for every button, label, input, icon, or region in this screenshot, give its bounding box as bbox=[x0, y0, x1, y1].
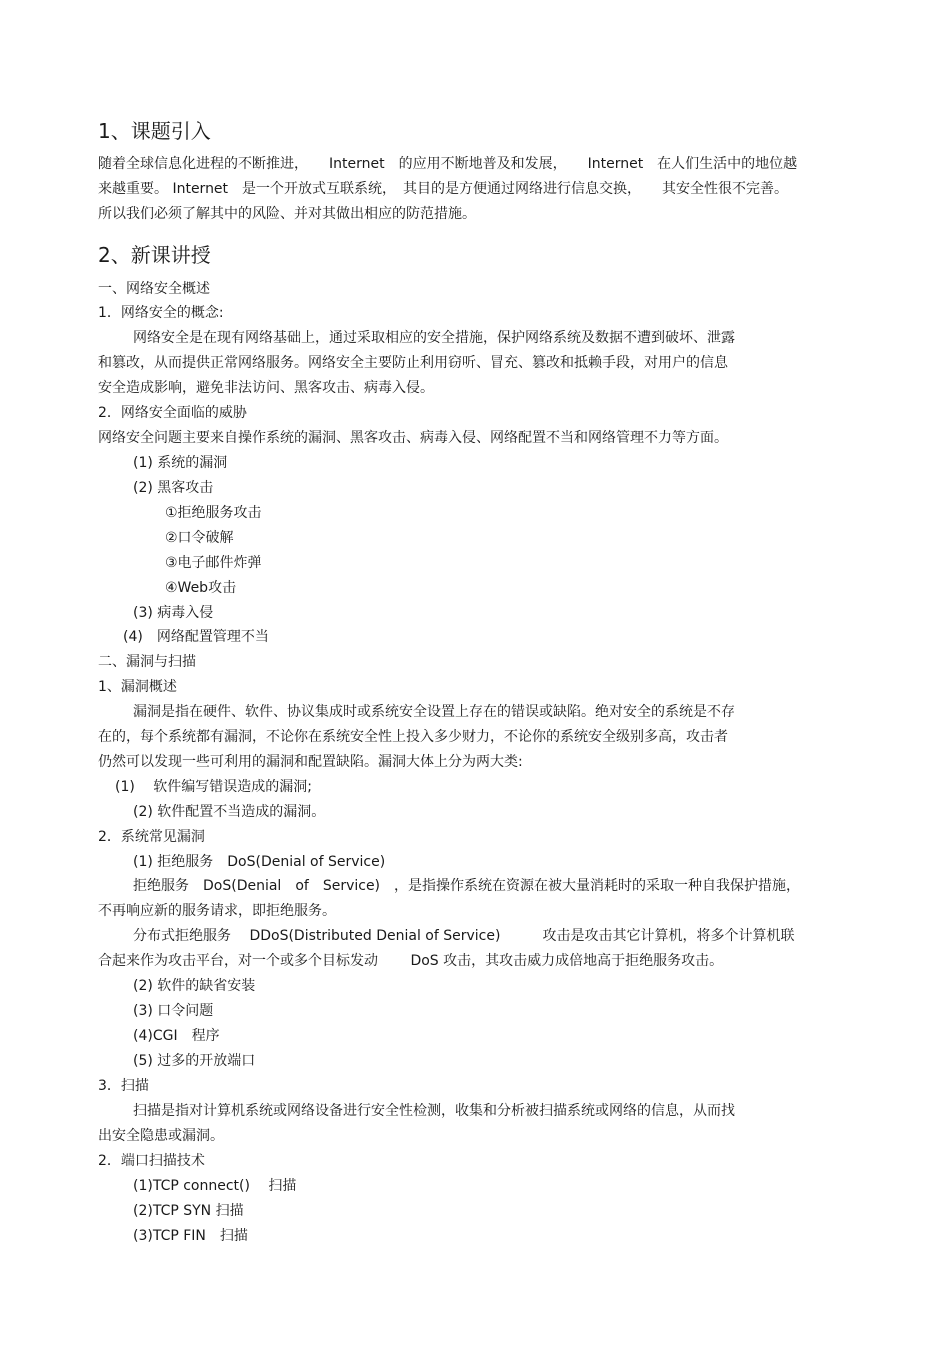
paragraph-line: 合起来作为攻击平台，对一个或多个目标发动 DoS 攻击，其攻击威力成倍地高于拒绝服务攻击。 bbox=[98, 953, 724, 969]
paragraph-line: 拒绝服务 DoS(Denial of Service) ，是指操作系统在资源在被大量消耗时的采取一种自我保护措施， bbox=[133, 878, 801, 894]
paragraph-line: 仍然可以发现一些可利用的漏洞和配置缺陷。漏洞大体上分为两大类: bbox=[98, 754, 523, 770]
list-item: (1) 系统的漏洞 bbox=[133, 455, 228, 471]
list-item: (5) 过多的开放端口 bbox=[133, 1053, 256, 1069]
list-item: (3) 病毒入侵 bbox=[133, 605, 214, 621]
list-item: (1)TCP connect() 扫描 bbox=[133, 1178, 297, 1194]
subsection-title: 一、网络安全概述 bbox=[98, 281, 210, 297]
sub-list-item: ①拒绝服务攻击 bbox=[165, 505, 262, 521]
item-title: 2．端口扫描技术 bbox=[98, 1153, 205, 1169]
intro-line-3: 所以我们必须了解其中的风险、并对其做出相应的防范措施。 bbox=[98, 206, 476, 222]
list-item: (3)TCP FIN 扫描 bbox=[133, 1228, 248, 1244]
list-item: (1) 软件编写错误造成的漏洞; bbox=[115, 779, 312, 795]
item-title: 2．网络安全面临的威胁 bbox=[98, 405, 247, 421]
list-item: (2) 软件配置不当造成的漏洞。 bbox=[133, 804, 326, 820]
paragraph-line: 漏洞是指在硬件、软件、协议集成时或系统安全设置上存在的错误或缺陷。绝对安全的系统是不存 bbox=[133, 704, 735, 720]
list-item: (4) 网络配置管理不当 bbox=[123, 629, 269, 645]
paragraph-line: 和篡改，从而提供正常网络服务。网络安全主要防止利用窃听、冒充、篡改和抵赖手段，对用户的信息 bbox=[98, 355, 728, 371]
sub-list-item: ④Web攻击 bbox=[165, 580, 237, 596]
sub-list-item: ③电子邮件炸弹 bbox=[165, 555, 262, 571]
paragraph-line: 网络安全问题主要来自操作系统的漏洞、黑客攻击、病毒入侵、网络配置不当和网络管理不力等方面。 bbox=[98, 430, 728, 446]
intro-line-1: 随着全球信息化进程的不断推进， Internet 的应用不断地普及和发展， Internet 在人们生活中的地位越 bbox=[98, 156, 798, 172]
paragraph-line: 不再响应新的服务请求，即拒绝服务。 bbox=[98, 903, 336, 919]
paragraph-line: 扫描是指对计算机系统或网络设备进行安全性检测，收集和分析被扫描系统或网络的信息，从而找 bbox=[133, 1103, 735, 1119]
list-item: (2)TCP SYN 扫描 bbox=[133, 1203, 244, 1219]
paragraph-line: 网络安全是在现有网络基础上，通过采取相应的安全措施，保护网络系统及数据不遭到破坏、泄露 bbox=[133, 330, 735, 346]
sub-list-item: ②口令破解 bbox=[165, 530, 234, 546]
section-heading-lecture: 2、新课讲授 bbox=[98, 243, 211, 267]
subsection-title: 二、漏洞与扫描 bbox=[98, 654, 196, 670]
list-item: (1) 拒绝服务 DoS(Denial of Service) bbox=[133, 854, 386, 870]
item-title: 3．扫描 bbox=[98, 1078, 149, 1094]
paragraph-line: 分布式拒绝服务 DDoS(Distributed Denial of Service) 攻击是攻击其它计算机，将多个计算机联 bbox=[133, 928, 795, 944]
list-item: (3) 口令问题 bbox=[133, 1003, 214, 1019]
item-title: 1、漏洞概述 bbox=[98, 679, 177, 695]
paragraph-line: 在的，每个系统都有漏洞，不论你在系统安全性上投入多少财力，不论你的系统安全级别多高，攻击者 bbox=[98, 729, 728, 745]
list-item: (4)CGI 程序 bbox=[133, 1028, 220, 1044]
item-title: 1．网络安全的概念: bbox=[98, 305, 224, 321]
paragraph-line: 出安全隐患或漏洞。 bbox=[98, 1128, 224, 1144]
intro-line-2: 来越重要。 Internet 是一个开放式互联系统， 其目的是方便通过网络进行信息交换， 其安全性很不完善。 bbox=[98, 181, 789, 197]
item-title: 2．系统常见漏洞 bbox=[98, 829, 205, 845]
paragraph-line: 安全造成影响，避免非法访问、黑客攻击、病毒入侵。 bbox=[98, 380, 434, 396]
list-item: (2) 软件的缺省安装 bbox=[133, 978, 256, 994]
section-heading-intro: 1、课题引入 bbox=[98, 119, 211, 143]
list-item: (2) 黑客攻击 bbox=[133, 480, 214, 496]
